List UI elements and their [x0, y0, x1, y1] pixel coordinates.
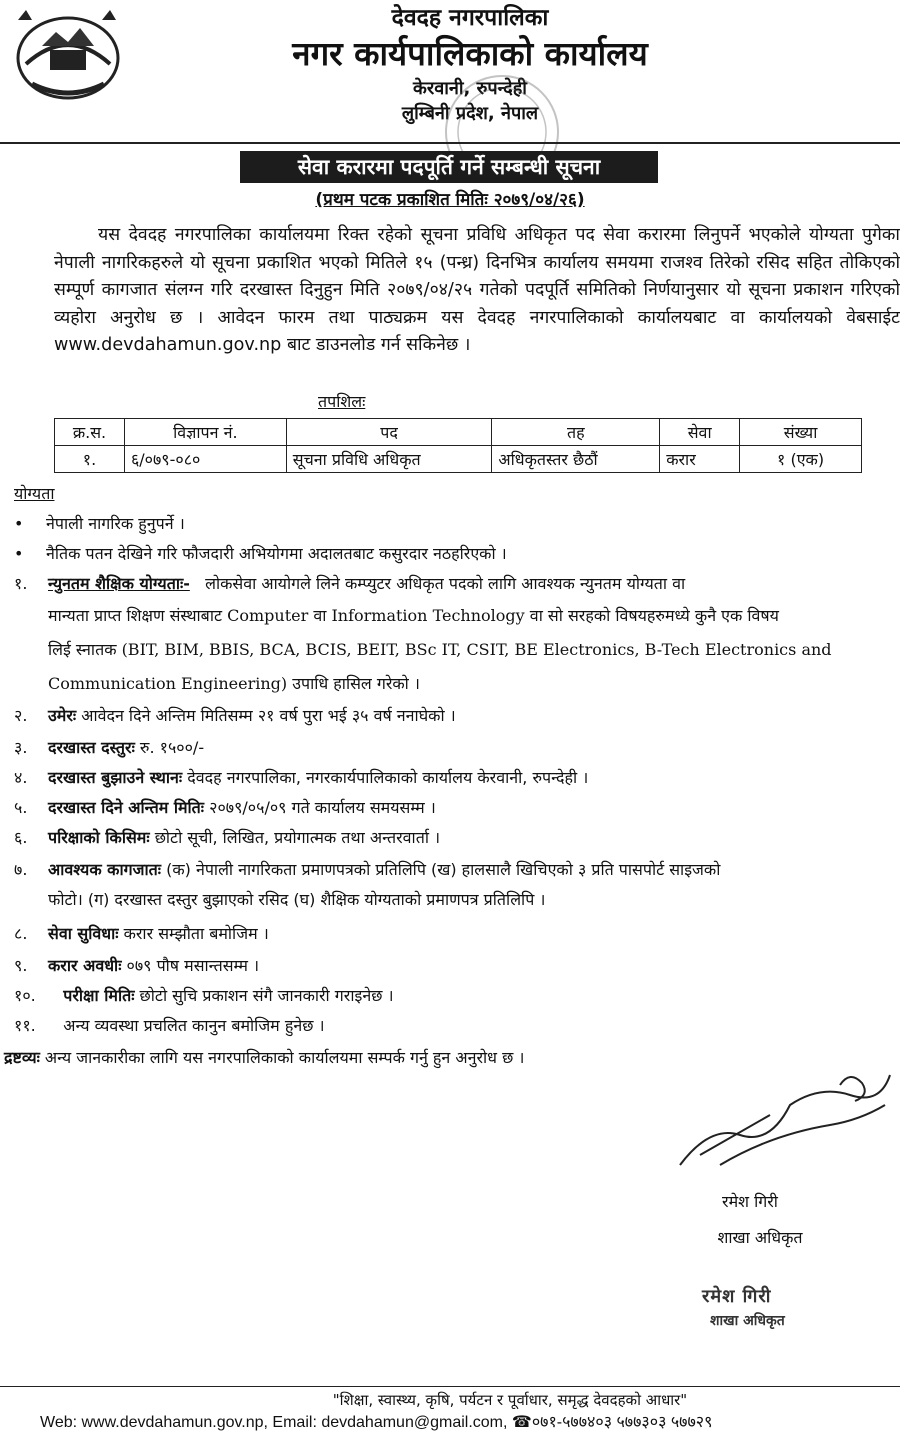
item-continuation: Communication Engineering) उपाधि हासिल गरेको ।: [48, 674, 420, 693]
table-header-row: [55, 419, 862, 446]
item-exam-type: ६. परिक्षाको किसिमः छोटो सूची, लिखित, प्रयोगात्मक तथा अन्तरवार्ता ।: [14, 828, 441, 847]
cell-post: सूचना प्रविधि अधिकृत: [286, 446, 492, 473]
header-divider: [0, 142, 900, 144]
signatory-title: शाखा अधिकृत: [717, 1228, 803, 1247]
item-submission-place: ४. दरखास्त बुझाउने स्थानः देवदह नगरपालिका, नगरकार्यपालिकाको कार्यालय केरवानी, रुपन्देही ।: [14, 768, 589, 787]
office-stamp-icon: [432, 72, 562, 152]
cell-service: करार: [660, 446, 740, 473]
item-benefits: ८. सेवा सुविधाः करार सम्झौता बमोजिम ।: [14, 924, 269, 943]
cell-ad-no: ६/०७९-०८०: [124, 446, 286, 473]
item-exam-date: १०. परीक्षा मितिः छोटो सुचि प्रकाशन संगै जानकारी गराइनेछ ।: [14, 986, 394, 1005]
item-continuation: लिई स्नातक (BIT, BIM, BBIS, BCA, BCIS, BEIT, BSc IT, CSIT, BE Electronics, B-Tech Electronics and: [48, 640, 832, 659]
footer-divider: [0, 1386, 900, 1387]
note-label: द्रष्टव्यः: [4, 1048, 40, 1067]
office-location: केरवानी, रुपन्देही: [413, 78, 527, 99]
item-continuation: मान्यता प्राप्त शिक्षण संस्थाबाट Computer वा Information Technology वा सो सरहको विषयहरुमध्ये कुनै एक विषय: [48, 606, 779, 625]
notice-body: यस देवदह नगरपालिका कार्यालयमा रिक्त रहेको सूचना प्रविधि अधिकृत पद सेवा करारमा लिनुपर्ने भएकोले योग्यता पुगेका नेपाली नागरिकहरुले यो सूचना प्रकाशित भएको मितिले १५ (पन्ध्र) दिनभित्र कार्यालय समयमा राजश्व तिरेको रसिद सहित तोकिएको सम्पूर्ण कागजात संलग्न गरि दरखास्त दिनुहुन मिति २०७९/०४/२५ गतेको पदपूर्ति समितिको निर्णयानुसार यो सूचना प्रकाशन गरिएको व्यहोरा अनुरोध छ । आवेदन फारम तथा पाठ्यक्रम यस देवदह नगरपालिकाको कार्यालयबाट वा कार्यालयको वेबसाईट www.devdahamun.gov.np बाट डाउनलोड गर्न सकिनेछ ।: [54, 225, 900, 356]
footer-contact: Web: www.devdahamun.gov.np, Email: devdahamun@gmail.com, ☎०७१-५७७४०३ ५७७३०३ ५७७२९: [40, 1414, 713, 1431]
list-item: • नैतिक पतन देखिने गरि फौजदारी अभियोगमा अदालतबाट कसुरदार नठहरिएको ।: [14, 542, 507, 566]
item-label: न्युनतम शैक्षिक योग्यताः-: [48, 574, 190, 593]
col-header-service: सेवा: [660, 419, 740, 446]
table-row: [55, 446, 862, 473]
col-header-count: संख्या: [740, 419, 862, 446]
col-header-level: तह: [492, 419, 660, 446]
publication-date: (प्रथम पटक प्रकाशित मितिः २०७९/०४/२६): [315, 190, 585, 210]
seal-title: शाखा अधिकृत: [710, 1313, 785, 1329]
col-header-post: पद: [286, 419, 492, 446]
item-fee: ३. दरखास्त दस्तुरः रु. १५००/-: [14, 738, 205, 757]
col-header-ad-no: विज्ञापन नं.: [124, 419, 286, 446]
signatory-name: रमेश गिरी: [722, 1192, 778, 1211]
qualifications-heading: योग्यता: [14, 484, 55, 503]
table-caption: तपशिलः: [318, 392, 366, 411]
item-min-education: १. न्युनतम शैक्षिक योग्यताः- लोकसेवा आयोगले लिने कम्प्युटर अधिकृत पदको लागि आवश्यक न्युनतम योग्यता वा: [14, 574, 686, 593]
office-province: लुम्बिनी प्रदेश, नेपाल: [401, 103, 539, 124]
cell-level: अधिकृतस्तर छैठौं: [492, 446, 660, 473]
seal-name: रमेश गिरी: [702, 1286, 772, 1307]
cell-count: १ (एक): [740, 446, 862, 473]
item-deadline: ५. दरखास्त दिने अन्तिम मितिः २०७९/०५/०९ गते कार्यालय समयसम्म ।: [14, 798, 436, 817]
municipality-name: देवदह नगरपालिका: [391, 5, 549, 31]
footer-motto: "शिक्षा, स्वास्थ्य, कृषि, पर्यटन र पूर्वाधार, समृद्ध देवदहको आधार": [332, 1391, 688, 1409]
handwritten-signature-icon: [650, 1065, 900, 1175]
item-contract-period: ९. करार अवधीः ०७९ पौष मसान्तसम्म ।: [14, 956, 260, 975]
signatory-seal: [702, 1284, 852, 1344]
cell-sn: १.: [55, 446, 125, 473]
bullet-icon: •: [14, 544, 24, 563]
col-header-sn: क्र.स.: [55, 419, 125, 446]
bullet-icon: •: [14, 514, 24, 533]
nepal-emblem-icon: [12, 6, 124, 106]
notice-subtitle: [240, 187, 660, 210]
list-item: • नेपाली नागरिक हुनुपर्ने ।: [14, 512, 185, 536]
item-other-provisions: ११. अन्य व्यवस्था प्रचलित कानुन बमोजिम हुनेछ ।: [14, 1016, 325, 1035]
item-age: २. उमेरः आवेदन दिने अन्तिम मितिसम्म २१ वर्ष पुरा भई ३५ वर्ष ननाघेको ।: [14, 706, 456, 725]
notice-title: सेवा करारमा पदपूर्ति गर्ने सम्बन्धी सूचना: [240, 151, 658, 183]
note-text: अन्य जानकारीका लागि यस नगरपालिकाको कार्यालयमा सम्पर्क गर्नु हुन अनुरोध छ ।: [44, 1048, 525, 1067]
item-documents: ७. आवश्यक कागजातः (क) नेपाली नागरिकता प्रमाणपत्रको प्रतिलिपि (ख) हालसालै खिचिएको ३ प्रति पासपोर्ट साइजको: [14, 860, 721, 879]
item-continuation: फोटो। (ग) दरखास्त दस्तुर बुझाएको रसिद (घ) शैक्षिक योग्यताको प्रमाणपत्र प्रतिलिपि ।: [48, 890, 546, 909]
vacancy-table: [54, 418, 862, 473]
office-name: नगर कार्यपालिकाको कार्यालय: [292, 34, 648, 73]
